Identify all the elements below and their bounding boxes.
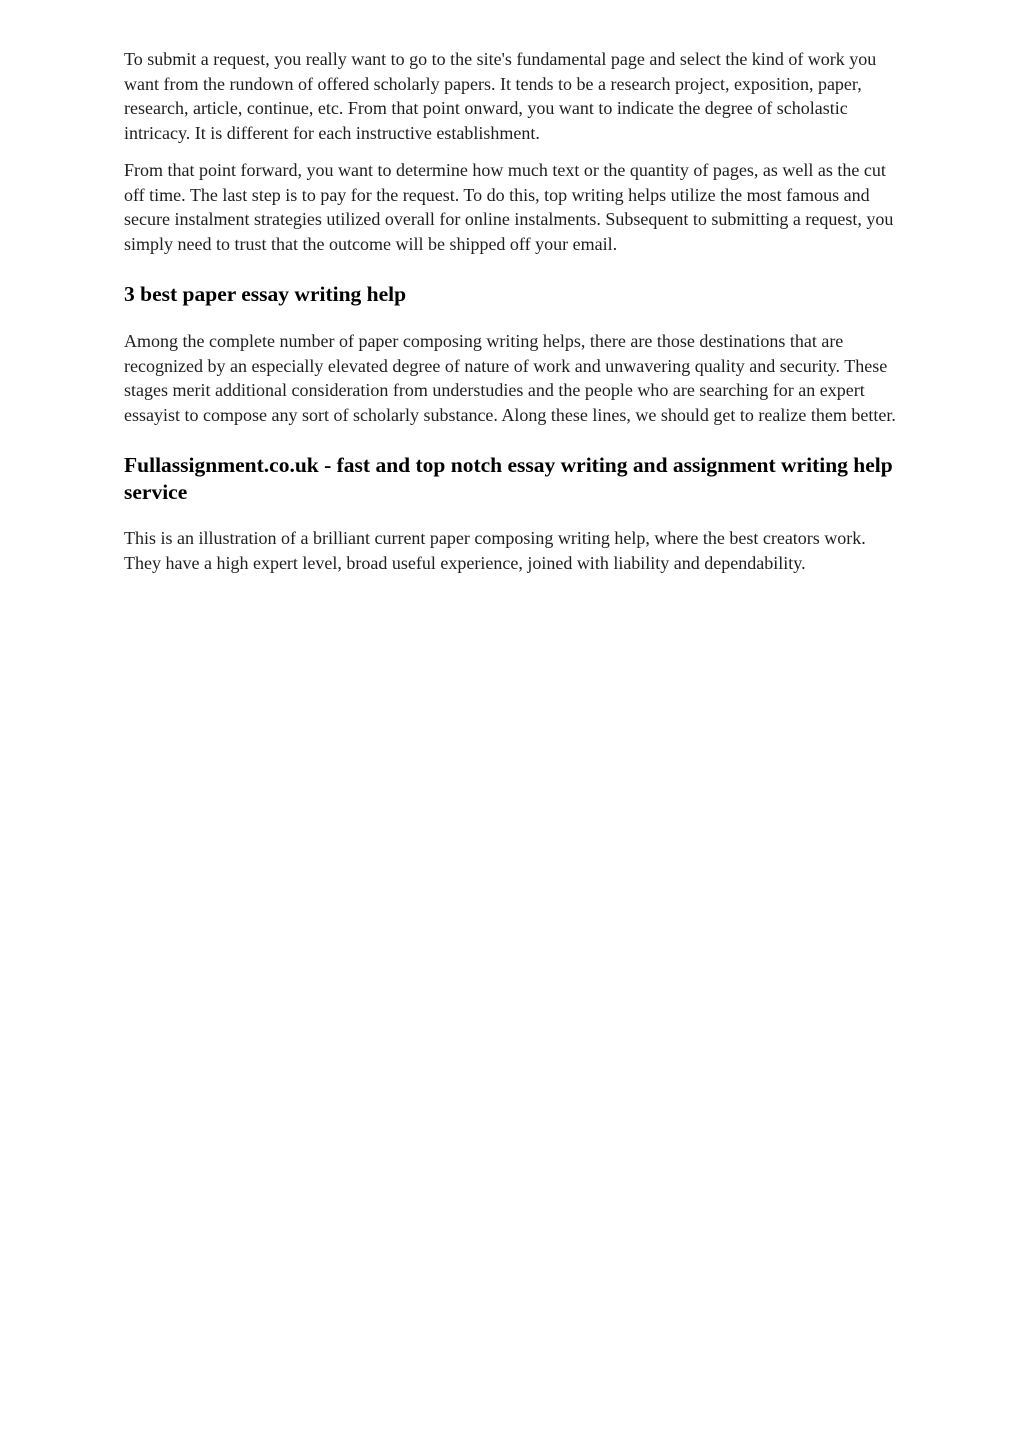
section-paragraph-best-essay-help: Among the complete number of paper composing writing helps, there are those destinations that are recognized by an especially elevated degree of nature of work and unwavering quality and security. These stages merit additional consideration from understudies and the people who are searching for an expert essayist to compose any sort of scholarly substance. Along these lines, we should get to realize them better.: [124, 331, 896, 425]
intro-paragraph-1: To submit a request, you really want to go to the site's fundamental page and select the kind of work you want from the rundown of offered scholarly papers. It tends to be a research project, exposition, paper, research, article, continue, etc. From that point onward, you want to indicate the degree of scholastic intricacy. It is different for each instructive establishment.: [124, 49, 877, 143]
section-heading-fullassignment: Fullassignment.co.uk - fast and top notch essay writing and assignment writing help service: [124, 453, 893, 504]
intro-paragraph-2: From that point forward, you want to determine how much text or the quantity of pages, as well as the cut off time. The last step is to pay for the request. To do this, top writing helps utilize the most famous and secure instalment strategies utilized overall for online instalments. Subsequent to submitting a request, you simply need to trust that the outcome will be shipped off your email.: [124, 160, 894, 254]
section-heading-best-essay-help: 3 best paper essay writing help: [124, 282, 407, 306]
section-paragraph-fullassignment: This is an illustration of a brilliant current paper composing writing help, where the best creators work. They have a high expert level, broad useful experience, joined with liability and dependability.: [124, 528, 866, 573]
document-page: [124, 47, 899, 588]
